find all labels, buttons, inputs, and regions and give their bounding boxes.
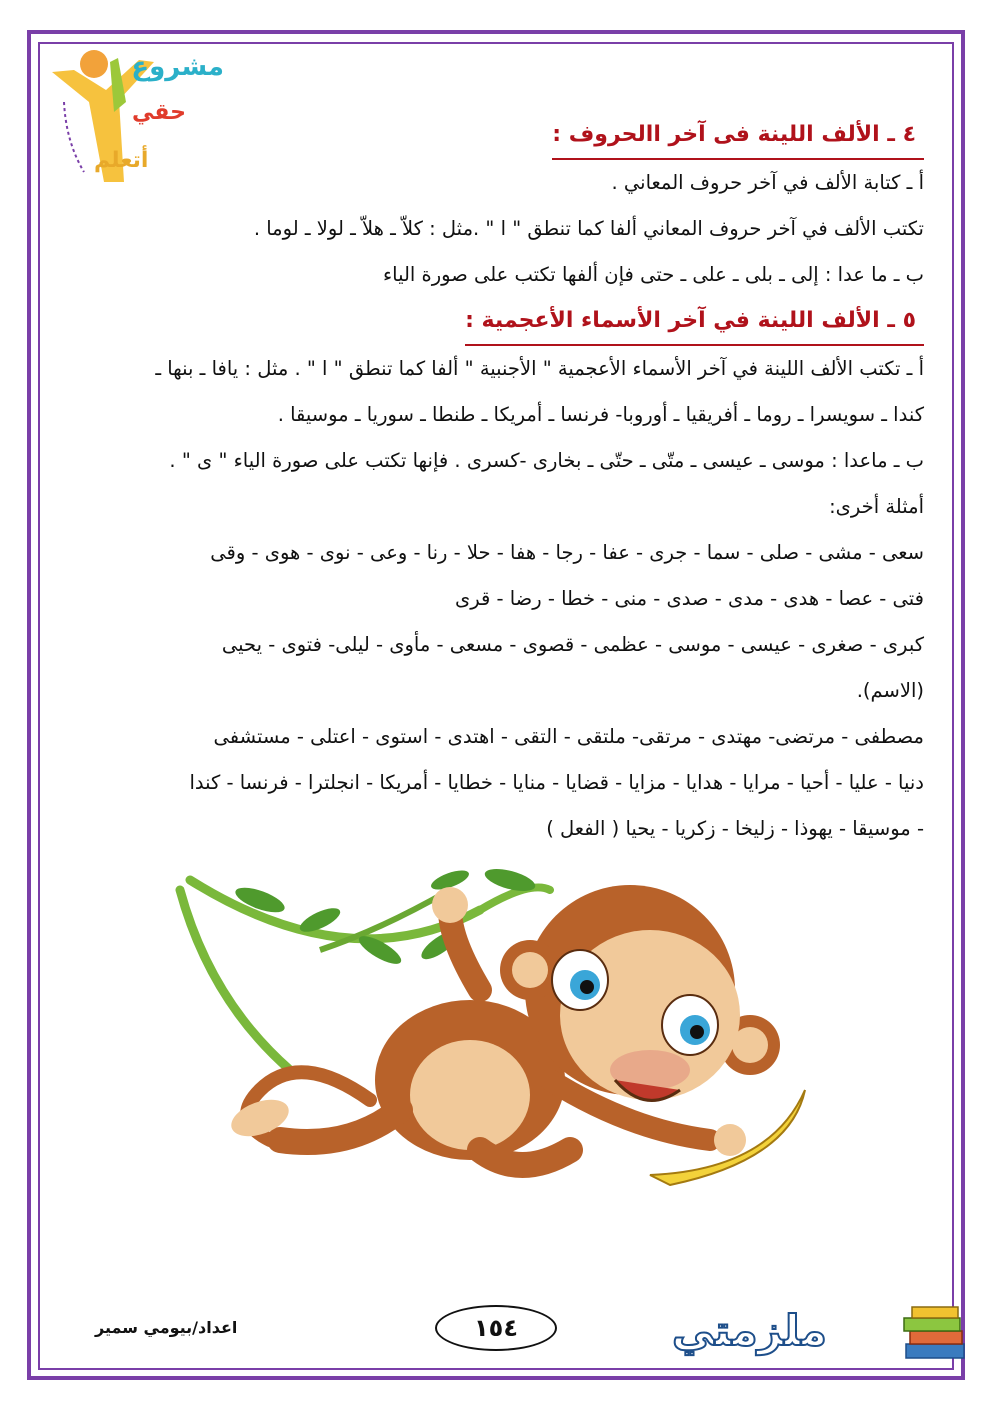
section-5-line: أمثلة أخرى: xyxy=(829,495,924,518)
section-5-line: فتى - عصا - هدى - مدى - صدى - منى - خطا - رضا - قرى xyxy=(454,587,924,610)
books-icon xyxy=(900,1304,970,1364)
section-4-heading: ٤ ـ الألف اللينة فى آخر االحروف : xyxy=(552,112,924,160)
monkey-illustration xyxy=(150,850,840,1210)
section-4-line: أ ـ كتابة الألف في آخر حروف المعاني . xyxy=(611,171,924,194)
section-5-line: دنيا - عليا - أحيا - مرايا - هدايا - مزايا - قضايا - منايا - خطايا - أمريكا - انجلترا - فرنسا - كندا xyxy=(189,771,924,794)
section-5-line: - موسيقا - يهوذا - زليخا - زكريا - يحيا ( الفعل ) xyxy=(546,817,924,840)
page-number: ١٥٤ xyxy=(435,1305,557,1351)
section-5-line: كبرى - صغرى - عيسى - موسى - عظمى - قصوى - مسعى - مأوى - ليلى- فتوى - يحيى xyxy=(221,633,924,656)
logo-word-learn: أتعلم xyxy=(94,148,149,173)
section-4-line: تكتب الألف في آخر حروف المعاني ألفا كما تنطق " ا " .مثل : كلاّ ـ هلاّ ـ لولا ـ لوما . xyxy=(253,217,924,240)
section-5-line: مصطفى - مرتضى- مهتدى - مرتقى- ملتقى - التقى - اهتدى - استوى - اعتلى - مستشفى xyxy=(213,725,924,748)
monkey-icon xyxy=(150,850,840,1210)
section-5-line: كندا ـ سويسرا ـ روما ـ أفريقيا ـ أوروبا- فرنسا ـ أمريكا ـ طنطا ـ سوريا ـ موسيقا . xyxy=(277,403,924,426)
page-content xyxy=(95,112,924,852)
section-5-line: (الاسم). xyxy=(856,679,924,702)
section-5-line: أ ـ تكتب الألف اللينة في آخر الأسماء الأعجمية " الأجنبية " ألفا كما تنطق " ا " . مثل : يافا ـ بنها ـ xyxy=(155,357,924,380)
brand-logo-text: ملزمتي xyxy=(672,1306,827,1355)
author-credit: اعداد/بيومي سمير xyxy=(95,1318,238,1337)
brand-logo xyxy=(672,1290,972,1380)
logo-word-right: حقي xyxy=(132,100,186,125)
section-5-heading: ٥ ـ الألف اللينة في آخر الأسماء الأعجمية : xyxy=(465,298,924,346)
logo-word-project: مشروع xyxy=(131,52,224,82)
section-5-line: ب ـ ماعدا : موسى ـ عيسى ـ متّى ـ حتّى ـ بخارى -كسرى . فإنها تكتب على صورة الياء " ى " . xyxy=(169,449,924,472)
section-4-line: ب ـ ما عدا : إلى ـ بلى ـ على ـ حتى فإن ألفها تكتب على صورة الياء xyxy=(382,263,924,286)
section-5-line: سعى - مشى - صلى - سما - جرى - عفا - رجا - هفا - حلا - رنا - وعى - نوى - هوى - وقى xyxy=(210,541,924,564)
